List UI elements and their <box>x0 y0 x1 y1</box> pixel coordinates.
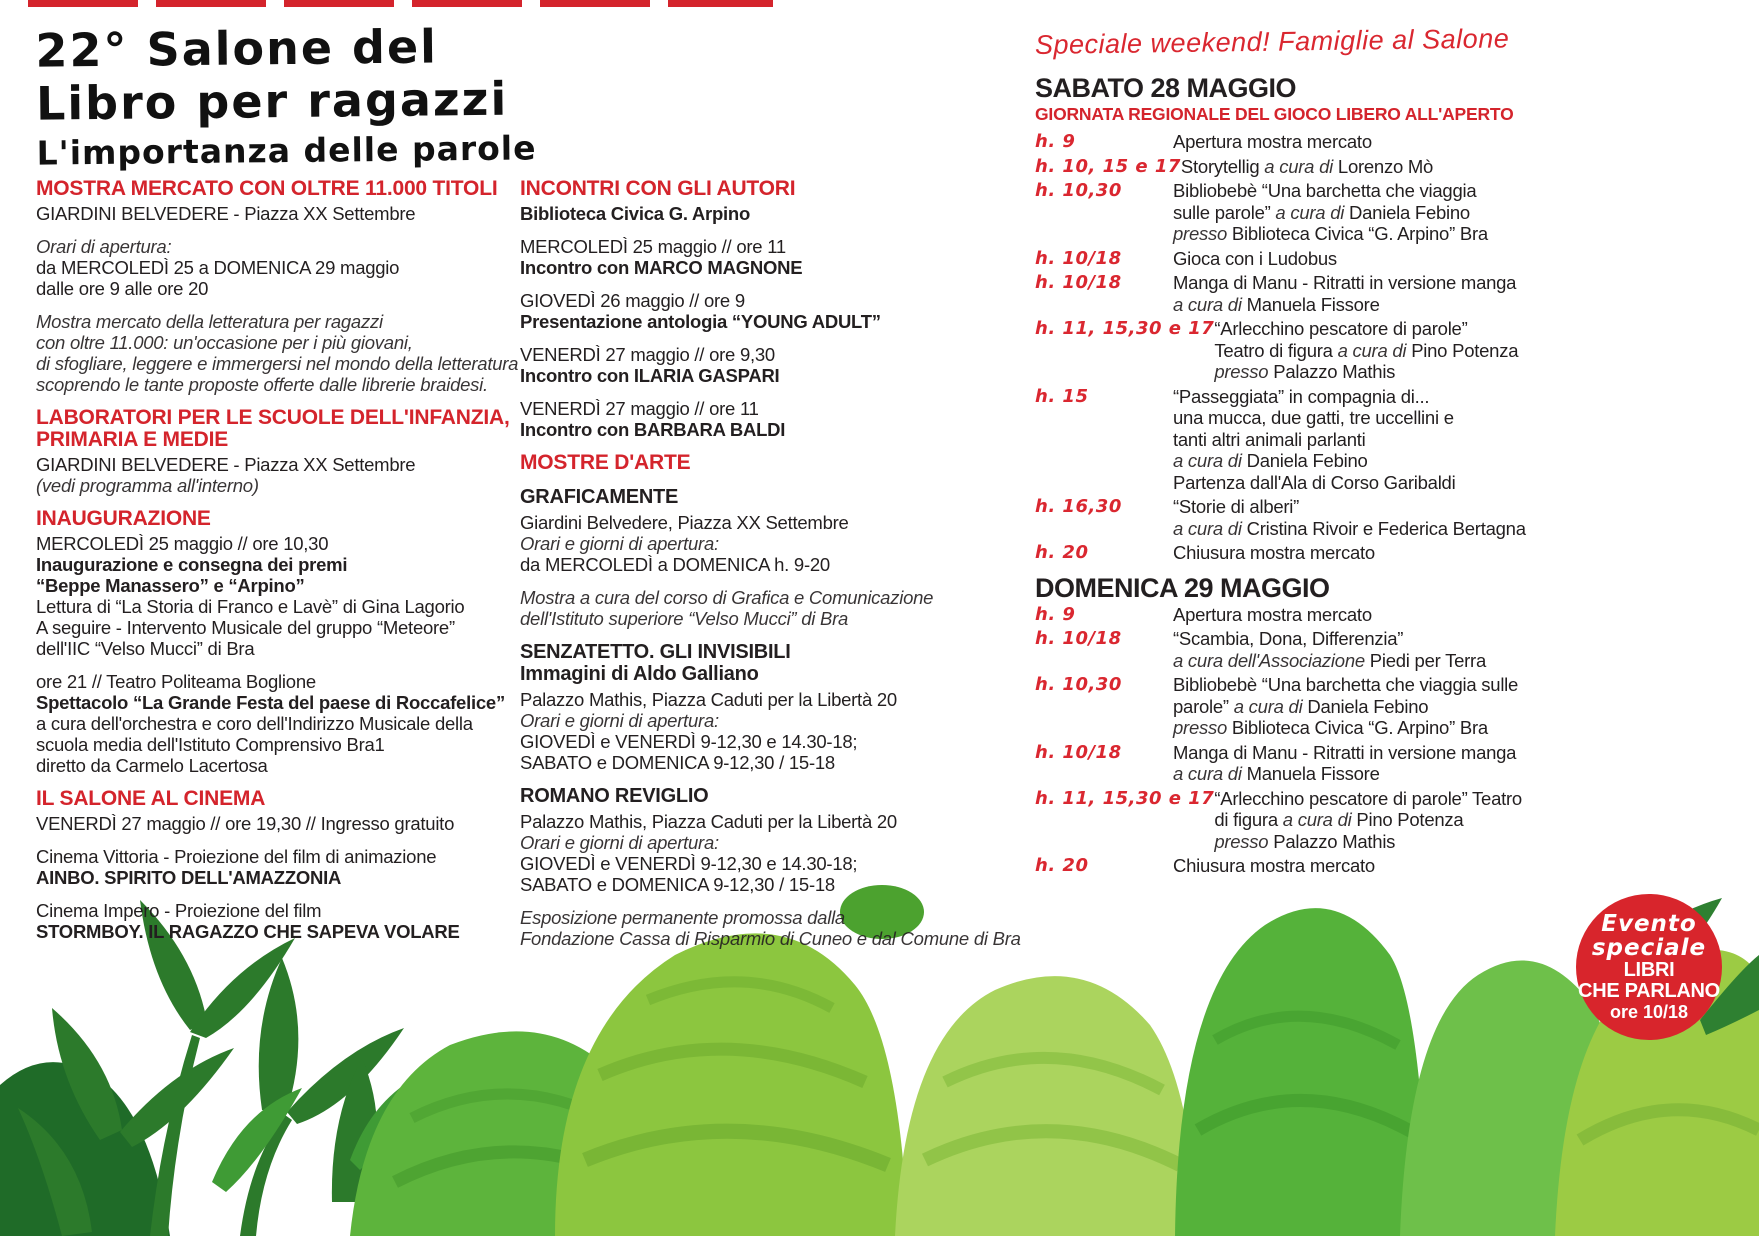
text-block <box>520 236 995 278</box>
text-segment: GRAFICAMENTE <box>520 486 679 508</box>
schedule-time: h. 20 <box>1035 855 1089 876</box>
text-segment: presso <box>1214 830 1274 852</box>
text-line <box>36 734 518 755</box>
text-segment: GIARDINI BELVEDERE - Piazza XX Settembre <box>36 203 416 224</box>
text-line <box>520 512 995 533</box>
text-segment: GIOVEDÌ e VENERDÌ 9-12,30 e 14.30-18; <box>520 731 858 752</box>
sunday-schedule <box>1035 604 1547 877</box>
title-line-2: Libro per ragazzi <box>35 71 509 131</box>
text-segment: Incontro con BARBARA BALDI <box>520 419 786 440</box>
text-segment: ROMANO REVIGLIO <box>520 785 709 807</box>
text-segment: scoprendo le tante proposte offerte dalle librerie braidesi. <box>36 374 488 395</box>
text-line <box>36 429 518 451</box>
text-segment: INCONTRI CON GLI AUTORI <box>520 177 796 200</box>
text-line <box>36 178 518 200</box>
text-segment: Chiusura mostra mercato <box>1173 542 1375 563</box>
schedule-time: h. 10/18 <box>1035 247 1122 269</box>
sub-heading <box>520 486 995 508</box>
text-segment: scuola media dell'Istituto Comprensivo Bra1 <box>36 734 385 755</box>
text-line <box>1214 809 1547 831</box>
text-line <box>520 731 995 752</box>
text-segment: dalle ore 9 alle ore 20 <box>36 278 209 299</box>
badge-bold-line-1: LIBRI <box>1623 958 1675 981</box>
text-line <box>1173 628 1547 650</box>
text-segment: A seguire - Intervento Musicale del gruppo “Meteore” <box>36 617 455 638</box>
text-line <box>36 788 518 810</box>
schedule-row <box>1035 496 1547 539</box>
text-segment: Pino Potenza <box>1356 809 1464 830</box>
text-segment: VENERDÌ 27 maggio // ore 11 <box>520 398 759 419</box>
text-segment: GIARDINI BELVEDERE - Piazza XX Settembre <box>36 454 416 475</box>
text-segment: Piedi per Terra <box>1369 649 1487 671</box>
text-segment: dell'Istituto superiore “Velso Mucci” di Bra <box>520 608 849 629</box>
text-line <box>520 257 995 278</box>
text-segment: a cura dell'Associazione <box>1173 649 1370 671</box>
schedule-time: h. 10/18 <box>1035 272 1122 293</box>
text-line <box>1214 318 1547 340</box>
text-line <box>1173 496 1547 518</box>
text-block <box>520 587 995 629</box>
saturday-schedule <box>1035 131 1547 564</box>
text-line <box>36 671 518 692</box>
text-segment: SENZATETTO. GLI INVISIBILI <box>520 641 791 663</box>
text-line <box>36 617 518 638</box>
text-segment: Partenza dall'Ala di Corso Garibaldi <box>1173 471 1456 493</box>
badge-script-line-1: Evento <box>1601 910 1697 937</box>
text-line <box>36 508 518 530</box>
text-segment: MOSTRA MERCATO CON OLTRE 11.000 TITOLI <box>36 177 498 200</box>
saturday-heading: SABATO 28 MAGGIO <box>1035 73 1297 103</box>
text-line <box>1173 650 1547 672</box>
section-heading <box>36 407 518 451</box>
text-segment: Lettura di “La Storia di Franco e Lavè” di Gina Lagorio <box>36 596 465 617</box>
text-line <box>520 710 995 731</box>
text-segment: Mostra mercato della letteratura per ragazzi <box>36 311 383 332</box>
text-segment: “Scambia, Dona, Differenzia” <box>1173 628 1404 649</box>
text-segment: Daniela Febino <box>1349 201 1470 223</box>
text-line <box>1173 202 1547 224</box>
text-segment: Cinema Impero - Proiezione del film <box>36 900 322 921</box>
text-segment: Apertura mostra mercato <box>1173 603 1372 625</box>
schedule-description <box>1173 628 1547 671</box>
text-segment: “Beppe Manassero” e “Arpino” <box>36 575 305 596</box>
text-line <box>36 596 518 617</box>
text-line <box>1173 763 1547 785</box>
middle-column <box>520 177 1021 961</box>
text-line <box>36 921 518 942</box>
text-line <box>520 785 995 807</box>
text-line <box>520 874 995 895</box>
text-line <box>1173 518 1547 540</box>
text-segment: Palazzo Mathis, Piazza Caduti per la Libertà 20 <box>520 689 897 710</box>
section-heading <box>36 178 518 200</box>
section-heading <box>36 788 518 810</box>
text-segment: Spettacolo “La Grande Festa del paese di Roccafelice” <box>36 692 505 713</box>
text-line <box>1173 407 1547 429</box>
text-line <box>520 811 995 832</box>
left-column <box>36 178 518 954</box>
schedule-description <box>1173 496 1547 539</box>
text-block <box>36 846 518 888</box>
text-line <box>36 638 518 659</box>
weekend-column <box>1034 23 1547 881</box>
text-segment: Orari e giorni di apertura: <box>520 533 719 554</box>
schedule-description <box>1173 248 1547 270</box>
schedule-description <box>1173 131 1547 153</box>
schedule-row <box>1035 386 1547 494</box>
text-segment: dell'IIC “Velso Mucci” di Bra <box>36 638 255 659</box>
schedule-time: h. 10/18 <box>1035 741 1122 763</box>
text-segment: sulle parole” <box>1173 201 1276 223</box>
text-line <box>520 608 995 629</box>
text-line <box>1173 674 1547 696</box>
schedule-description <box>1214 318 1547 383</box>
text-segment: Gioca con i Ludobus <box>1173 247 1337 269</box>
text-segment: VENERDÌ 27 maggio // ore 9,30 <box>520 344 775 365</box>
text-block <box>36 454 518 496</box>
section-heading <box>36 508 518 530</box>
text-segment: Biblioteca Civica “G. Arpino” Bra <box>1231 223 1488 244</box>
text-segment: presso <box>1173 717 1232 738</box>
text-line <box>520 398 995 419</box>
text-block <box>36 203 518 224</box>
text-line <box>1173 386 1547 408</box>
text-line <box>520 452 995 474</box>
schedule-time: h. 10/18 <box>1035 628 1122 649</box>
schedule-time: h. 16,30 <box>1035 496 1122 517</box>
text-segment: Cinema Vittoria - Proiezione del film di animazione <box>36 846 437 867</box>
text-block <box>520 907 1021 949</box>
text-segment: PRIMARIA E MEDIE <box>36 428 229 451</box>
sub-heading <box>520 641 995 685</box>
text-line <box>1214 788 1547 810</box>
schedule-description <box>1173 542 1547 564</box>
text-block <box>36 900 518 942</box>
schedule-time: h. 10,30 <box>1035 674 1122 695</box>
text-segment: Manga di Manu - Ritratti in versione manga <box>1173 272 1517 293</box>
text-line <box>36 311 518 332</box>
text-line <box>1173 696 1547 718</box>
text-line <box>520 663 995 685</box>
text-block <box>36 311 518 395</box>
text-segment: da MERCOLEDÌ a DOMENICA h. 9-20 <box>520 554 830 575</box>
text-segment: Apertura mostra mercato <box>1173 131 1372 152</box>
text-segment: Palazzo Mathis, Piazza Caduti per la Libertà 20 <box>520 811 897 832</box>
text-line <box>1173 855 1547 877</box>
text-line <box>1173 742 1547 764</box>
text-line <box>36 813 518 834</box>
text-line <box>1214 831 1547 853</box>
schedule-description <box>1173 180 1547 245</box>
text-line <box>36 846 518 867</box>
text-segment: Palazzo Mathis <box>1273 830 1396 852</box>
text-line <box>520 290 995 311</box>
special-event-badge <box>1576 894 1722 1040</box>
text-line <box>520 832 995 853</box>
text-line <box>520 689 995 710</box>
text-block <box>36 671 518 776</box>
text-line <box>520 344 995 365</box>
text-block <box>520 290 995 332</box>
text-line <box>36 353 518 374</box>
text-segment: Manuela Fissore <box>1246 763 1380 784</box>
schedule-description <box>1181 156 1547 178</box>
schedule-row <box>1035 674 1547 739</box>
text-line <box>1173 429 1547 451</box>
badge-script-line-2: speciale <box>1591 934 1707 961</box>
text-segment: una mucca, due gatti, tre uccellini e <box>1173 407 1454 428</box>
schedule-row <box>1035 180 1547 245</box>
text-segment: a cura di <box>1337 339 1412 361</box>
text-line <box>36 755 518 776</box>
text-segment: Palazzo Mathis <box>1273 361 1396 382</box>
text-segment: ore 21 // Teatro Politeama Boglione <box>36 671 316 692</box>
text-line <box>36 257 518 278</box>
text-line <box>520 419 995 440</box>
text-line <box>520 928 1021 949</box>
text-segment: MERCOLEDÌ 25 maggio // ore 10,30 <box>36 533 329 554</box>
text-block <box>520 203 995 224</box>
text-segment: VENERDÌ 27 maggio // ore 19,30 // Ingresso gratuito <box>36 813 455 834</box>
text-line <box>520 853 995 874</box>
text-segment: a cura di <box>1264 155 1338 177</box>
text-line <box>1173 131 1547 153</box>
section-heading <box>520 452 995 474</box>
schedule-time: h. 10,30 <box>1035 180 1122 201</box>
text-segment: GIOVEDÌ e VENERDÌ 9-12,30 e 14.30-18; <box>520 853 858 874</box>
text-segment: Bibliobebè “Una barchetta che viaggia <box>1173 180 1477 201</box>
text-segment: AINBO. SPIRITO DELL'AMAZZONIA <box>36 867 342 888</box>
badge-bold-line-2: CHE PARLANO <box>1578 979 1720 1002</box>
trimmed-red-decoration <box>28 0 773 7</box>
text-line <box>1214 361 1547 383</box>
text-line <box>1173 717 1547 739</box>
schedule-row <box>1035 604 1547 626</box>
text-line <box>36 407 518 429</box>
schedule-time: h. 9 <box>1035 603 1076 625</box>
text-block <box>36 533 518 659</box>
text-block <box>36 236 518 299</box>
text-line <box>1173 272 1547 294</box>
text-segment: a cura di <box>1173 517 1247 539</box>
schedule-row <box>1035 628 1547 671</box>
text-segment: Cristina Rivoir e Federica Bertagna <box>1246 517 1526 539</box>
title-line-1: 22° Salone del <box>35 19 439 78</box>
text-block <box>520 344 995 386</box>
text-line <box>520 752 995 773</box>
text-line <box>36 203 518 224</box>
text-segment: INAUGURAZIONE <box>36 507 211 530</box>
badge-time: ore 10/18 <box>1609 1001 1689 1022</box>
text-segment: Immagini di Aldo Galliano <box>520 663 759 685</box>
text-segment: da MERCOLEDÌ 25 a DOMENICA 29 maggio <box>36 257 400 278</box>
text-line <box>520 203 995 224</box>
text-segment: Orari e giorni di apertura: <box>520 710 719 731</box>
section-heading <box>520 178 995 200</box>
text-segment: SABATO e DOMENICA 9-12,30 / 15-18 <box>520 752 835 773</box>
schedule-row <box>1035 248 1547 270</box>
text-segment: Incontro con MARCO MAGNONE <box>520 257 803 278</box>
schedule-row <box>1035 742 1547 785</box>
text-segment: Fondazione Cassa di Risparmio di Cuneo e dal Comune di Bra <box>520 928 1021 949</box>
title-subtitle: L'importanza delle parole <box>36 128 537 173</box>
text-segment: IL SALONE AL CINEMA <box>36 787 266 810</box>
text-segment: Inaugurazione e consegna dei premi <box>36 554 348 575</box>
text-line <box>36 692 518 713</box>
schedule-row <box>1035 855 1547 877</box>
text-segment: Pino Potenza <box>1411 339 1519 361</box>
poster-title <box>35 19 536 174</box>
schedule-description <box>1173 272 1547 315</box>
text-line <box>520 641 995 663</box>
text-segment: a cura di <box>1173 763 1247 784</box>
schedule-time: h. 15 <box>1035 385 1089 407</box>
schedule-description <box>1173 674 1547 739</box>
text-segment: di figura <box>1214 809 1283 830</box>
schedule-row <box>1035 318 1547 383</box>
text-segment: Orari e giorni di apertura: <box>520 832 719 853</box>
text-segment: STORMBOY. IL RAGAZZO CHE SAPEVA VOLARE <box>36 921 460 942</box>
text-line <box>36 374 518 395</box>
text-segment: Biblioteca Civica G. Arpino <box>520 203 751 224</box>
text-segment: Chiusura mostra mercato <box>1173 855 1375 876</box>
text-line <box>1173 223 1547 245</box>
text-segment: tanti altri animali parlanti <box>1173 428 1366 450</box>
text-segment: Biblioteca Civica “G. Arpino” Bra <box>1231 717 1488 738</box>
text-line <box>1181 156 1547 178</box>
text-segment: “Passeggiata” in compagnia di... <box>1173 385 1430 407</box>
text-segment: Manga di Manu - Ritratti in versione manga <box>1173 741 1517 763</box>
text-segment: MERCOLEDÌ 25 maggio // ore 11 <box>520 236 786 257</box>
text-segment: a cura di <box>1282 809 1357 830</box>
schedule-description <box>1173 604 1547 626</box>
schedule-row <box>1035 131 1547 153</box>
text-line <box>520 311 995 332</box>
text-segment: a cura di <box>1173 293 1247 315</box>
text-segment: a cura di <box>1233 695 1308 717</box>
text-segment: SABATO e DOMENICA 9-12,30 / 15-18 <box>520 874 835 895</box>
sub-heading <box>520 785 995 807</box>
schedule-time: h. 9 <box>1035 131 1076 152</box>
text-line <box>36 278 518 299</box>
text-line <box>36 867 518 888</box>
weekend-header: Speciale weekend! Famiglie al Salone <box>1034 23 1510 60</box>
text-line <box>520 533 995 554</box>
text-segment: “Arlecchino pescatore di parole” <box>1214 318 1468 339</box>
text-line <box>36 900 518 921</box>
text-line <box>1173 450 1547 472</box>
text-segment: Lorenzo Mò <box>1337 155 1434 177</box>
text-segment: Daniela Febino <box>1246 450 1368 471</box>
saturday-subheading: GIORNATA REGIONALE DEL GIOCO LIBERO ALL'APERTO <box>1035 104 1514 124</box>
text-segment: LABORATORI PER LE SCUOLE DELL'INFANZIA, <box>36 406 510 429</box>
text-line <box>1214 340 1547 362</box>
schedule-time: h. 20 <box>1035 542 1089 563</box>
text-line <box>36 533 518 554</box>
text-block <box>36 813 518 834</box>
text-line <box>36 332 518 353</box>
text-segment: diretto da Carmelo Lacertosa <box>36 755 268 776</box>
text-segment: Esposizione permanente promossa dalla <box>520 907 845 928</box>
schedule-time: h. 11, 15,30 e 17 <box>1035 787 1215 809</box>
text-segment: a cura dell'orchestra e coro dell'Indirizzo Musicale della <box>36 713 473 734</box>
text-block <box>520 689 995 773</box>
text-line <box>1173 604 1547 626</box>
text-segment: Daniela Febino <box>1307 695 1429 717</box>
schedule-row <box>1035 156 1547 178</box>
text-segment: “Storie di alberi” <box>1173 496 1300 517</box>
schedule-description <box>1173 855 1547 877</box>
text-segment: MOSTRE D'ARTE <box>520 451 691 474</box>
text-line <box>520 178 995 200</box>
text-segment: Giardini Belvedere, Piazza XX Settembre <box>520 512 849 533</box>
text-line <box>1173 248 1547 270</box>
text-segment: con oltre 11.000: un'occasione per i più giovani, <box>36 332 413 353</box>
text-line <box>520 236 995 257</box>
text-segment: Incontro con ILARIA GASPARI <box>520 365 780 386</box>
schedule-row <box>1035 542 1547 564</box>
text-segment: a cura di <box>1275 201 1350 223</box>
text-segment: Mostra a cura del corso di Grafica e Comunicazione <box>520 587 934 608</box>
text-segment: di sfogliare, leggere e immergersi nel mondo della letteratura <box>36 353 519 374</box>
schedule-time: h. 10, 15 e 17 <box>1035 155 1181 177</box>
schedule-description <box>1173 742 1547 785</box>
text-block <box>520 811 995 895</box>
text-line <box>520 907 995 928</box>
text-block <box>520 512 995 575</box>
text-line <box>520 554 995 575</box>
schedule-row <box>1035 788 1547 853</box>
text-line <box>36 236 518 257</box>
text-segment: (vedi programma all'interno) <box>36 475 259 496</box>
text-segment: presso <box>1214 361 1274 382</box>
text-line <box>36 575 518 596</box>
text-segment: parole” <box>1173 695 1234 717</box>
text-segment: Orari di apertura: <box>36 236 172 257</box>
text-segment: Teatro di figura <box>1214 339 1338 361</box>
text-line <box>1173 294 1547 316</box>
schedule-description <box>1173 386 1547 494</box>
text-segment: “Arlecchino pescatore di parole” Teatro <box>1214 787 1522 809</box>
text-segment: GIOVEDÌ 26 maggio // ore 9 <box>520 290 745 311</box>
text-segment: Manuela Fissore <box>1246 293 1380 315</box>
text-line <box>1173 542 1547 564</box>
text-line <box>36 454 518 475</box>
sunday-heading: DOMENICA 29 MAGGIO <box>1035 572 1330 603</box>
text-line <box>1173 180 1547 202</box>
schedule-time: h. 11, 15,30 e 17 <box>1035 318 1215 339</box>
schedule-row <box>1035 272 1547 315</box>
text-segment: presso <box>1173 223 1232 244</box>
text-segment: Presentazione antologia “YOUNG ADULT” <box>520 311 881 332</box>
text-line <box>520 365 995 386</box>
text-line <box>520 486 995 508</box>
text-line <box>1173 472 1547 494</box>
text-line <box>36 554 518 575</box>
text-line <box>36 475 518 496</box>
schedule-description <box>1214 788 1547 853</box>
text-segment: a cura di <box>1173 450 1247 471</box>
text-line <box>36 713 518 734</box>
text-line <box>520 587 995 608</box>
text-block <box>520 398 995 440</box>
text-segment: Bibliobebè “Una barchetta che viaggia sulle <box>1173 674 1519 695</box>
text-segment: Storytellig <box>1180 155 1265 177</box>
